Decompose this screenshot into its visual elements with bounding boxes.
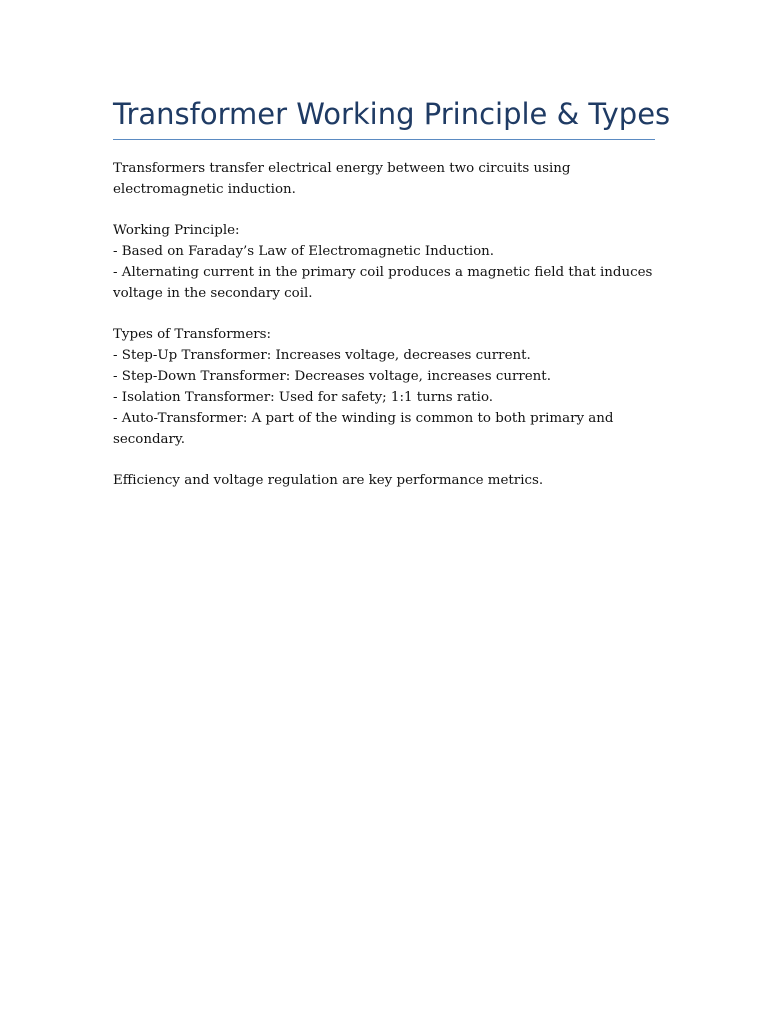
type-item-isolation: - Isolation Transformer: Used for safety; 1:1 turns ratio. xyxy=(113,390,494,405)
type-item-auto: - Auto-Transformer: A part of the winding is common to both primary and secondary. xyxy=(113,411,614,447)
types-heading: Types of Transformers: xyxy=(113,327,272,342)
document-body xyxy=(113,158,658,491)
title-underline-rule xyxy=(113,139,655,140)
document-title: Transformer Working Principle & Types xyxy=(113,97,671,131)
type-item-step-up: - Step-Up Transformer: Increases voltage, decreases current. xyxy=(113,348,531,363)
intro-paragraph: Transformers transfer electrical energy between two circuits using electromagnetic induction. xyxy=(113,161,571,197)
conclusion-paragraph: Efficiency and voltage regulation are key performance metrics. xyxy=(113,473,544,488)
paragraph-spacer xyxy=(113,450,658,470)
working-principle-heading: Working Principle: xyxy=(113,223,240,238)
paragraph-spacer xyxy=(113,304,658,324)
type-item-step-down: - Step-Down Transformer: Decreases voltage, increases current. xyxy=(113,369,551,384)
paragraph-spacer xyxy=(113,200,658,220)
working-principle-item-faraday: - Based on Faraday’s Law of Electromagnetic Induction. xyxy=(113,244,495,259)
working-principle-item-induction: - Alternating current in the primary coil produces a magnetic field that induces voltage in the secondary coil. xyxy=(113,265,653,301)
